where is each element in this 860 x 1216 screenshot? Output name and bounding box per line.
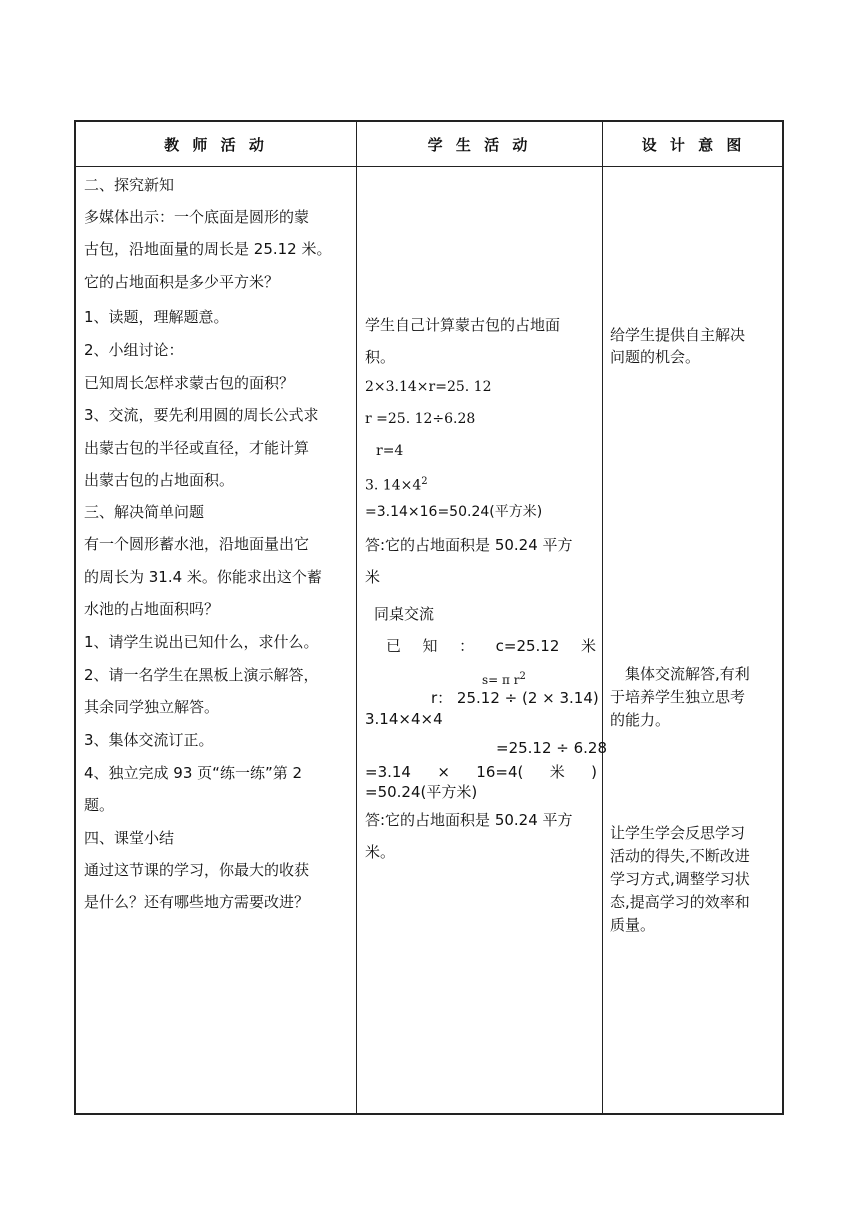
student-line: 3. $14\times 4^2$ <box>365 476 428 494</box>
header-student: 学 生 活 动 <box>427 135 532 154</box>
design-line: 问题的机会。 <box>610 348 701 366</box>
student-line: 答:它的占地面积是 50.24 平方 <box>365 811 573 829</box>
design-line: 于培养学生独立思考 <box>610 688 746 706</box>
teacher-line: 是什么？还有哪些地方需要改进？ <box>84 893 310 911</box>
student-line: s= π $r^2$ <box>482 671 526 687</box>
teacher-line: 古包，沿地面量的周长是 25.12 米。 <box>84 240 332 258</box>
student-line: 米。 <box>365 843 396 861</box>
design-line: 态,提高学习的效率和 <box>610 893 750 911</box>
student-line: r： 25.12 ÷ (2 × 3.14) <box>431 689 599 707</box>
student-line: 已 知 ： c=25.12 米 <box>386 637 596 655</box>
student-line: 答:它的占地面积是 50.24 平方 <box>365 536 573 554</box>
student-line: 同桌交流 <box>374 605 435 623</box>
student-line: =3.14×16=50.24(平方米) <box>365 504 543 520</box>
teacher-line: 三、解决简单问题 <box>84 503 205 521</box>
header-divider <box>76 166 782 167</box>
student-line: 米 <box>365 568 381 586</box>
teacher-line: 有一个圆形蓄水池，沿地面量出它 <box>84 535 310 553</box>
design-line: 给学生提供自主解决 <box>610 326 746 344</box>
teacher-line: 4、独立完成 93 页“练一练”第 2 <box>84 764 303 782</box>
teacher-line: 多媒体出示：一个底面是圆形的蒙 <box>84 208 310 226</box>
header-teacher: 教 师 活 动 <box>164 135 268 154</box>
student-line: 学生自己计算蒙古包的占地面 <box>365 316 561 334</box>
design-line: 的能力。 <box>610 711 671 729</box>
teacher-line: 它的占地面积是多少平方米？ <box>84 273 280 291</box>
student-line: 2×3.14×r=25. 12 <box>365 379 492 395</box>
student-line: 积。 <box>365 348 396 366</box>
header-design: 设 计 意 图 <box>641 135 746 154</box>
teacher-line: 出蒙古包的占地面积。 <box>84 471 235 489</box>
student-line: =3.14 × 16=4( 米 ) <box>365 763 597 781</box>
student-line: =50.24(平方米) <box>365 783 478 801</box>
teacher-line: 四、课堂小结 <box>84 829 175 847</box>
teacher-line: 水池的占地面积吗？ <box>84 600 220 618</box>
teacher-line: 出蒙古包的半径或直径，才能计算 <box>84 439 310 457</box>
student-line: r =25. 12÷6.28 <box>365 411 476 427</box>
teacher-line: 通过这节课的学习，你最大的收获 <box>84 861 310 879</box>
teacher-line: 二、探究新知 <box>84 176 175 194</box>
teacher-line: 1、读题，理解题意。 <box>84 308 229 326</box>
design-line: 集体交流解答,有利 <box>610 665 750 683</box>
design-line: 让学生学会反思学习 <box>610 824 746 842</box>
teacher-line: 其余同学独立解答。 <box>84 698 220 716</box>
column-divider <box>356 122 357 1113</box>
teacher-line: 已知周长怎样求蒙古包的面积？ <box>84 374 295 392</box>
teacher-line: 3、集体交流订正。 <box>84 731 214 749</box>
design-line: 活动的得失,不断改进 <box>610 847 750 865</box>
teacher-line: 1、请学生说出已知什么，求什么。 <box>84 633 319 651</box>
teacher-line: 的周长为 31.4 米。你能求出这个蓄 <box>84 568 322 586</box>
teacher-line: 3、交流，要先利用圆的周长公式求 <box>84 406 319 424</box>
student-line: 3.14×4×4 <box>365 710 443 728</box>
column-divider <box>602 122 603 1113</box>
teacher-line: 题。 <box>84 796 115 814</box>
student-line: =25.12 ÷ 6.28 <box>496 739 608 757</box>
teacher-line: 2、小组讨论： <box>84 341 184 359</box>
lesson-table <box>74 120 784 1115</box>
design-line: 学习方式,调整学习状 <box>610 870 750 888</box>
teacher-line: 2、请一名学生在黑板上演示解答， <box>84 666 319 684</box>
design-line: 质量。 <box>610 916 656 934</box>
student-line: r=4 <box>376 443 404 459</box>
